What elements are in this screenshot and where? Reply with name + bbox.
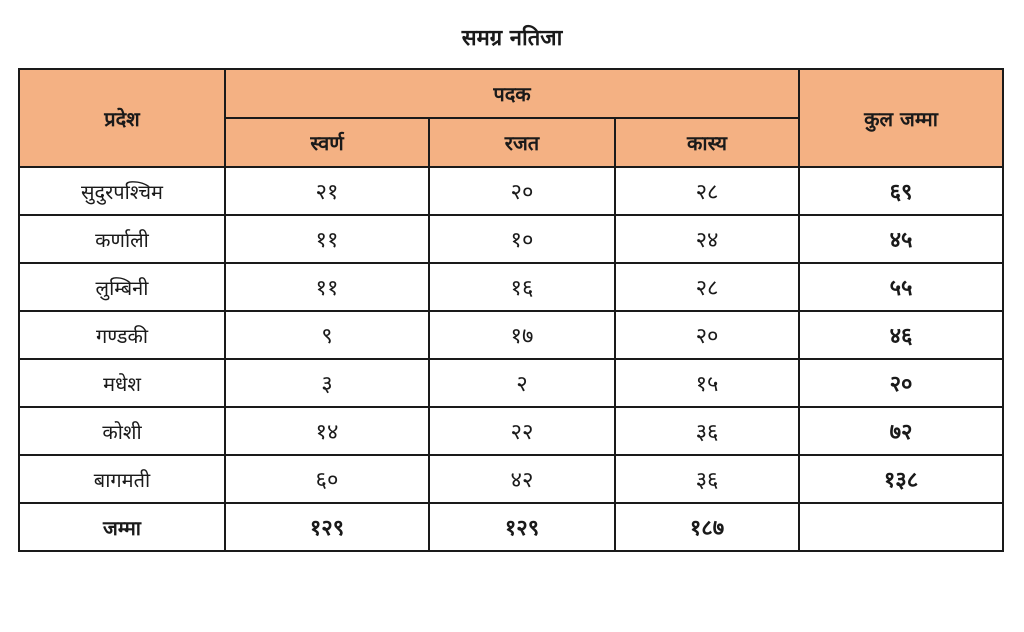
bronze-cell: २४ bbox=[615, 215, 799, 263]
silver-cell: २ bbox=[429, 359, 615, 407]
sum-row bbox=[19, 503, 1003, 551]
province-cell: सुदुरपश्चिम bbox=[19, 167, 225, 215]
total-cell: ६९ bbox=[799, 167, 1003, 215]
total-cell: ७२ bbox=[799, 407, 1003, 455]
gold-cell: ११ bbox=[225, 215, 429, 263]
total-cell: १३८ bbox=[799, 455, 1003, 503]
gold-cell: ११ bbox=[225, 263, 429, 311]
province-cell: मधेश bbox=[19, 359, 225, 407]
province-cell: बागमती bbox=[19, 455, 225, 503]
bronze-cell: ३६ bbox=[615, 455, 799, 503]
table-row bbox=[19, 407, 1003, 455]
gold-cell: २१ bbox=[225, 167, 429, 215]
gold-cell: ९ bbox=[225, 311, 429, 359]
silver-cell: ४२ bbox=[429, 455, 615, 503]
silver-cell: २२ bbox=[429, 407, 615, 455]
gold-cell: १४ bbox=[225, 407, 429, 455]
medal-header: पदक bbox=[225, 69, 799, 118]
bronze-sum-cell: १८७ bbox=[615, 503, 799, 551]
province-cell: लुम्बिनी bbox=[19, 263, 225, 311]
table-row bbox=[19, 263, 1003, 311]
table-row bbox=[19, 215, 1003, 263]
bronze-cell: ३६ bbox=[615, 407, 799, 455]
gold-sum-cell: १२९ bbox=[225, 503, 429, 551]
total-cell: ५५ bbox=[799, 263, 1003, 311]
silver-cell: २० bbox=[429, 167, 615, 215]
page-title: समग्र नतिजा bbox=[461, 26, 563, 51]
gold-header: स्वर्ण bbox=[225, 118, 429, 167]
gold-cell: ३ bbox=[225, 359, 429, 407]
gold-cell: ६० bbox=[225, 455, 429, 503]
silver-header: रजत bbox=[429, 118, 615, 167]
header-row-top bbox=[19, 69, 1003, 118]
bronze-cell: २८ bbox=[615, 167, 799, 215]
total-cell: ४५ bbox=[799, 215, 1003, 263]
silver-cell: १७ bbox=[429, 311, 615, 359]
table-row bbox=[19, 455, 1003, 503]
results-table bbox=[18, 68, 1004, 552]
silver-cell: १६ bbox=[429, 263, 615, 311]
bronze-cell: १५ bbox=[615, 359, 799, 407]
total-sum-cell bbox=[799, 503, 1003, 551]
province-cell: गण्डकी bbox=[19, 311, 225, 359]
province-cell: कोशी bbox=[19, 407, 225, 455]
silver-cell: १० bbox=[429, 215, 615, 263]
table-row bbox=[19, 359, 1003, 407]
total-header: कुल जम्मा bbox=[799, 69, 1003, 167]
province-cell: कर्णाली bbox=[19, 215, 225, 263]
sum-label: जम्मा bbox=[19, 503, 225, 551]
bronze-cell: २८ bbox=[615, 263, 799, 311]
table-row bbox=[19, 311, 1003, 359]
total-cell: २० bbox=[799, 359, 1003, 407]
bronze-header: कास्य bbox=[615, 118, 799, 167]
total-cell: ४६ bbox=[799, 311, 1003, 359]
bronze-cell: २० bbox=[615, 311, 799, 359]
silver-sum-cell: १२९ bbox=[429, 503, 615, 551]
province-header: प्रदेश bbox=[19, 69, 225, 167]
table-row bbox=[19, 167, 1003, 215]
